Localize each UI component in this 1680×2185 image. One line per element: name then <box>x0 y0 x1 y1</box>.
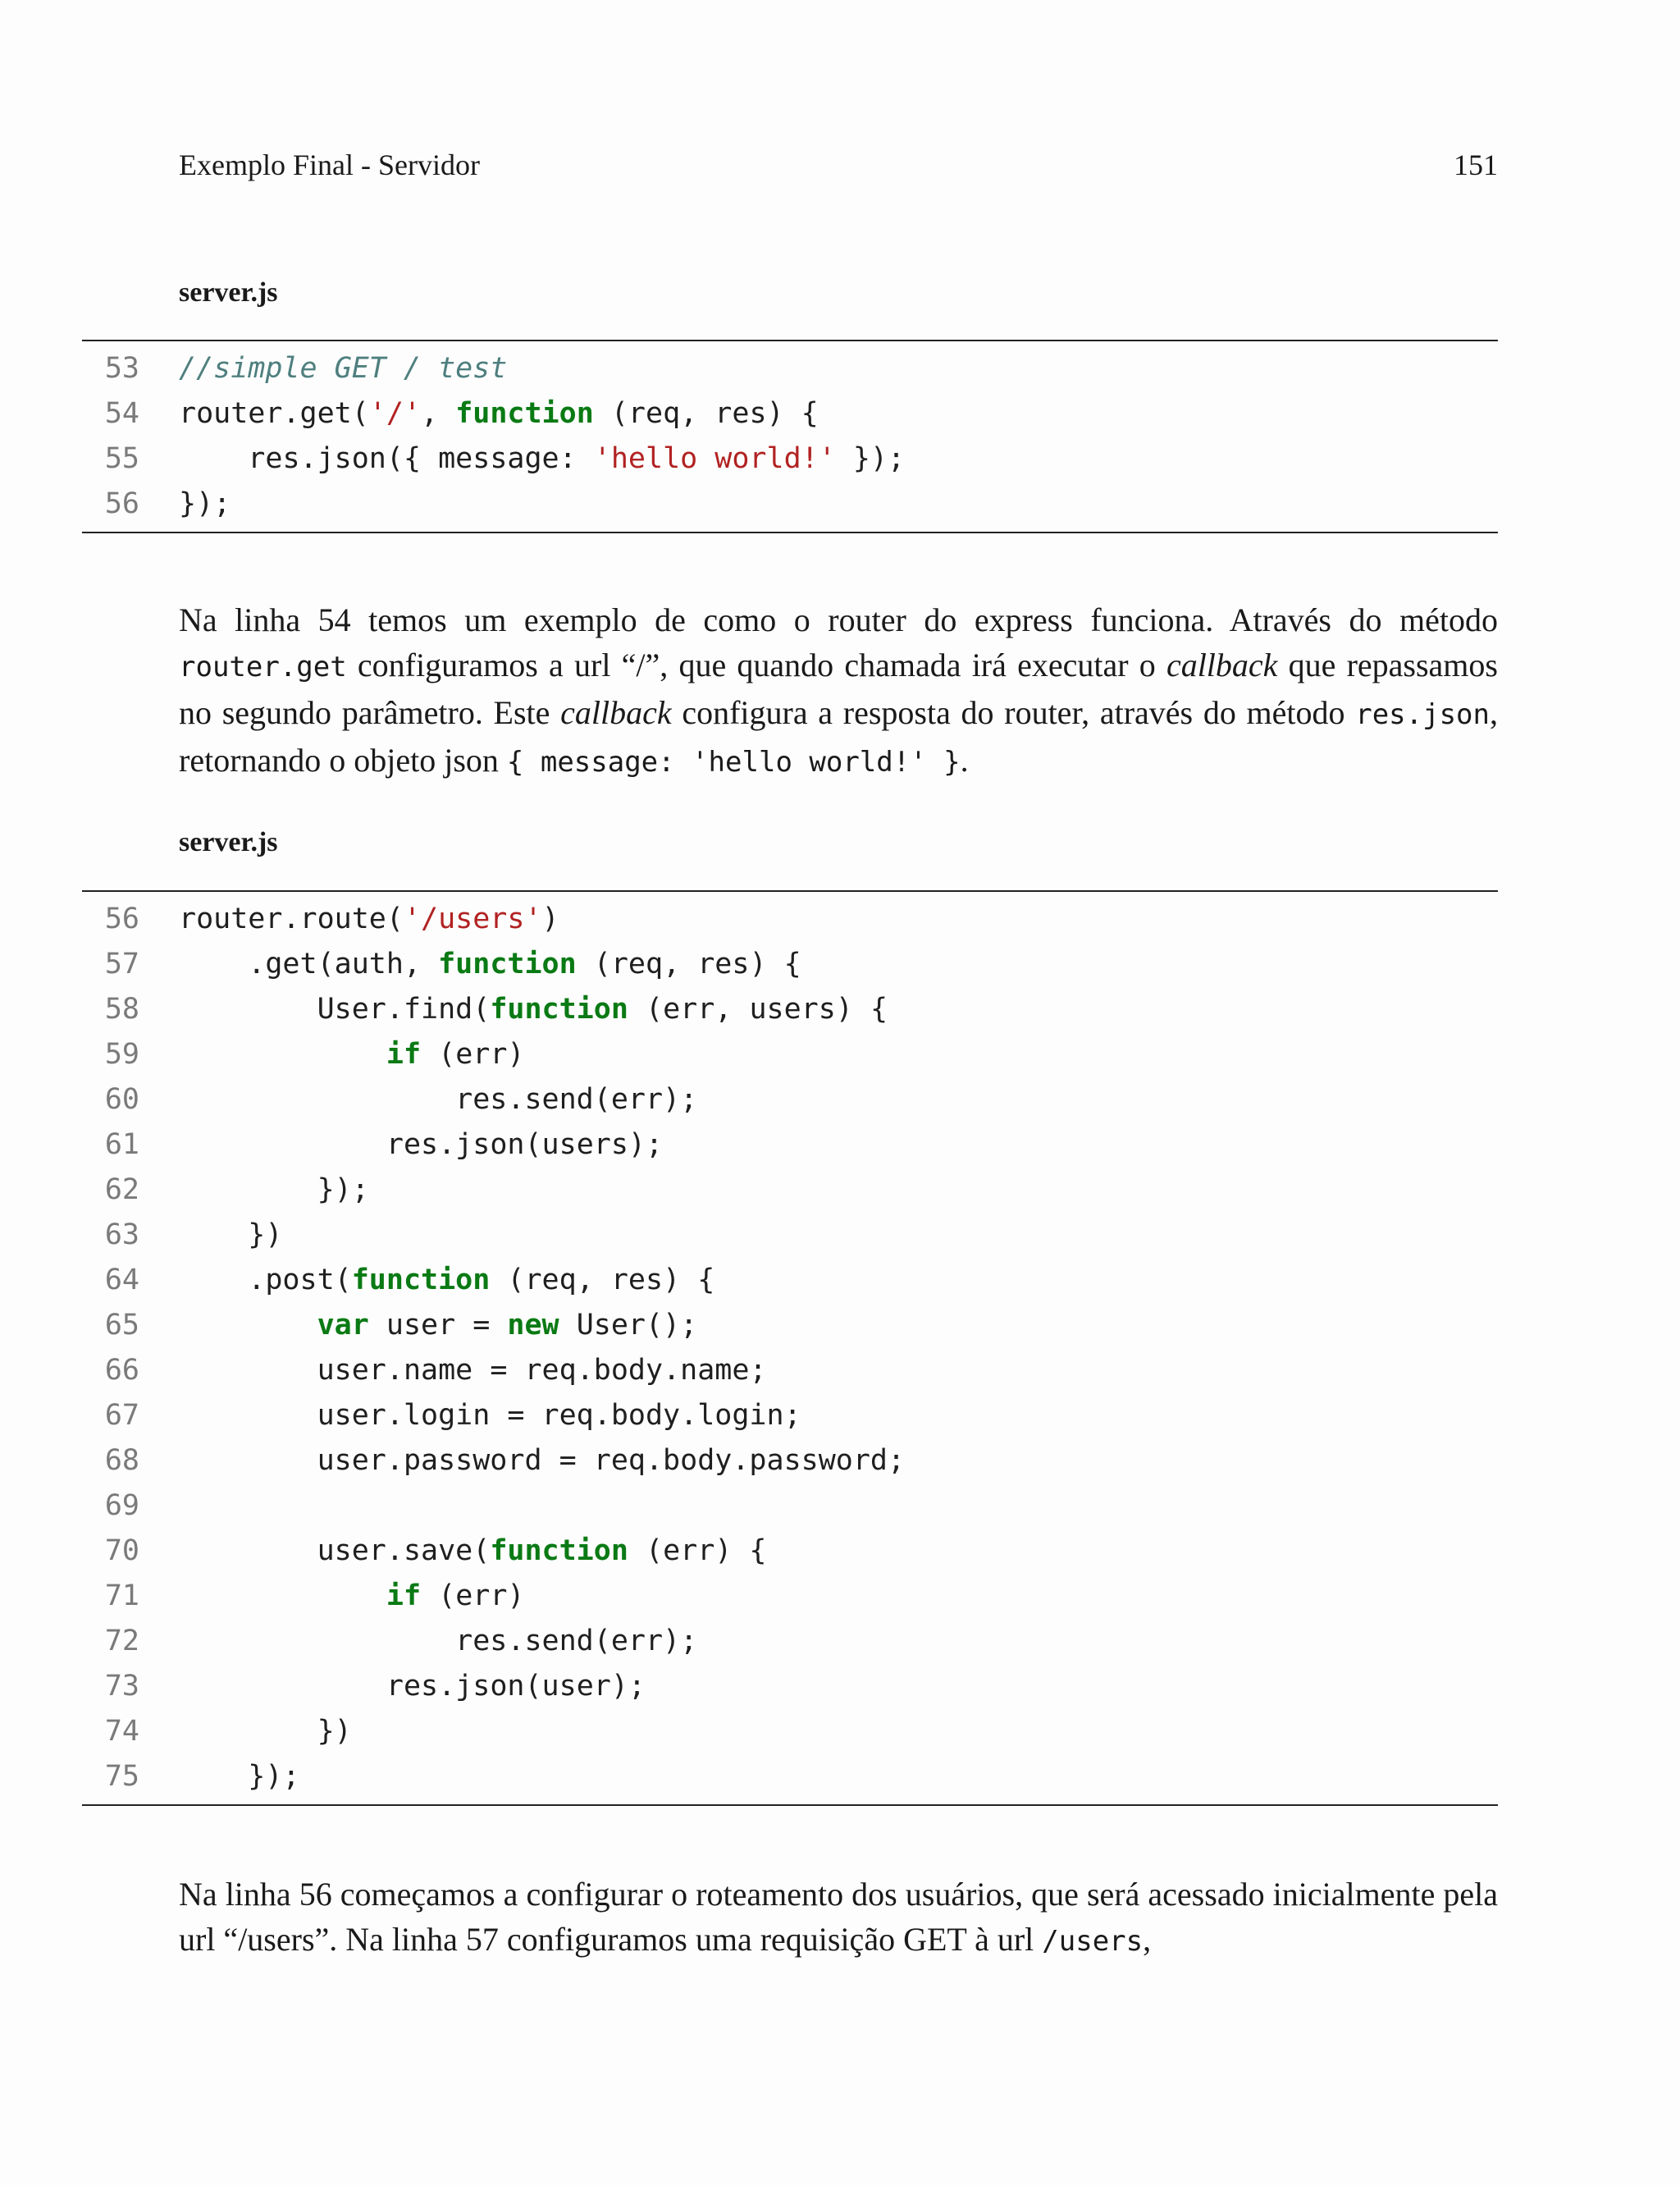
listing-caption: server.js <box>179 277 278 308</box>
body-paragraph <box>179 597 1498 785</box>
code-text: .get(auth, function (req, res) { <box>179 948 801 981</box>
code-text: var user = new User(); <box>317 1309 698 1342</box>
code-text: //simple GET / test <box>179 352 508 385</box>
code-line <box>82 437 1498 482</box>
code-line <box>82 1664 1498 1709</box>
code-line <box>82 1619 1498 1664</box>
code-text: user.save(function (err) { <box>317 1534 767 1567</box>
code-line <box>82 1754 1498 1799</box>
code-text: }) <box>179 1218 283 1251</box>
code-text: }); <box>179 1173 369 1206</box>
code-line <box>82 1077 1498 1122</box>
line-number: 54 <box>104 397 139 430</box>
line-number: 74 <box>104 1715 139 1748</box>
line-number: 57 <box>104 948 139 981</box>
line-number: 63 <box>104 1218 139 1251</box>
line-number: 62 <box>104 1173 139 1206</box>
code-line <box>82 897 1498 942</box>
emphasis-text: callback <box>560 694 672 731</box>
body-paragraph <box>179 1872 1498 1964</box>
code-text: if (err) <box>386 1579 525 1612</box>
line-number: 58 <box>104 993 139 1026</box>
code-line <box>82 1438 1498 1483</box>
paragraph-text: , retornando o objeto json <box>179 694 1498 779</box>
line-number: 59 <box>104 1038 139 1071</box>
line-number: 56 <box>104 903 139 935</box>
code-text: }) <box>179 1715 352 1748</box>
emphasis-text: callback <box>1166 647 1278 683</box>
code-text: User.find(function (err, users) { <box>317 993 888 1026</box>
code-line <box>82 1258 1498 1303</box>
code-line <box>82 1303 1498 1348</box>
code-text: user.name = req.body.name; <box>317 1354 767 1387</box>
code-line <box>82 1348 1498 1393</box>
code-text: res.json(user); <box>386 1670 646 1703</box>
section-title: Exemplo Final - Servidor <box>179 149 480 181</box>
code-text: res.json({ message: 'hello world!' }); <box>248 442 906 475</box>
code-text: res.send(err); <box>455 1083 698 1116</box>
code-line <box>82 1393 1498 1438</box>
line-number: 75 <box>104 1760 139 1793</box>
code-line <box>82 1168 1498 1213</box>
running-header <box>179 148 1498 187</box>
line-number: 67 <box>104 1399 139 1432</box>
line-number: 71 <box>104 1579 139 1612</box>
paragraph-text: Na linha 56 começamos a configurar o roteamento dos usuários, que será acessado inicialmente pela url “/users”. Na linha 57 configuramos uma requisição GET à url <box>179 1876 1498 1958</box>
line-number: 66 <box>104 1354 139 1387</box>
page-number: 151 <box>1454 149 1498 181</box>
paragraph-text: que repassamos no segundo parâmetro. Este <box>179 647 1498 731</box>
paragraph-text: Na linha 54 temos um exemplo de como o router do express funciona. Através do método <box>179 601 1498 638</box>
listing-caption: server.js <box>179 827 278 857</box>
paragraph-text: , <box>1143 1921 1152 1958</box>
code-text: user.password = req.body.password; <box>317 1444 906 1477</box>
code-line <box>82 1574 1498 1619</box>
line-number: 68 <box>104 1444 139 1477</box>
line-number: 72 <box>104 1625 139 1657</box>
code-line <box>82 391 1498 437</box>
code-text: user.login = req.body.login; <box>317 1399 801 1432</box>
code-listing <box>82 340 1498 533</box>
line-number: 60 <box>104 1083 139 1116</box>
code-line <box>82 1213 1498 1258</box>
code-text: }); <box>179 1760 300 1793</box>
line-number: 64 <box>104 1264 139 1296</box>
code-listing <box>82 890 1498 1806</box>
code-line <box>82 1032 1498 1077</box>
paragraph-text: . <box>960 742 969 779</box>
code-line <box>82 1483 1498 1529</box>
line-number: 61 <box>104 1128 139 1161</box>
inline-code: { message: 'hello world!' } <box>506 746 961 779</box>
code-line <box>82 1122 1498 1168</box>
line-number: 69 <box>104 1489 139 1522</box>
line-number: 70 <box>104 1534 139 1567</box>
line-number: 55 <box>104 442 139 475</box>
code-text: router.route('/users') <box>179 903 559 935</box>
inline-code: /users <box>1042 1925 1144 1958</box>
line-number: 53 <box>104 352 139 385</box>
line-number: 65 <box>104 1309 139 1342</box>
code-text: router.get('/', function (req, res) { <box>179 397 819 430</box>
code-text: res.send(err); <box>455 1625 698 1657</box>
code-line <box>82 346 1498 391</box>
inline-code: res.json <box>1355 698 1490 731</box>
code-line <box>82 1529 1498 1574</box>
line-number: 56 <box>104 487 139 520</box>
code-line <box>82 987 1498 1032</box>
code-text: .post(function (req, res) { <box>179 1264 715 1296</box>
line-number: 73 <box>104 1670 139 1703</box>
paragraph-text: configura a resposta do router, através do método <box>671 694 1356 731</box>
code-line <box>82 482 1498 527</box>
inline-code: router.get <box>179 651 347 683</box>
code-line <box>82 1709 1498 1754</box>
code-line <box>82 942 1498 987</box>
code-text: res.json(users); <box>386 1128 664 1161</box>
code-text: if (err) <box>386 1038 525 1071</box>
code-text: }); <box>179 487 231 520</box>
paragraph-text: configuramos a url “/”, que quando chamada irá executar o <box>346 647 1166 683</box>
